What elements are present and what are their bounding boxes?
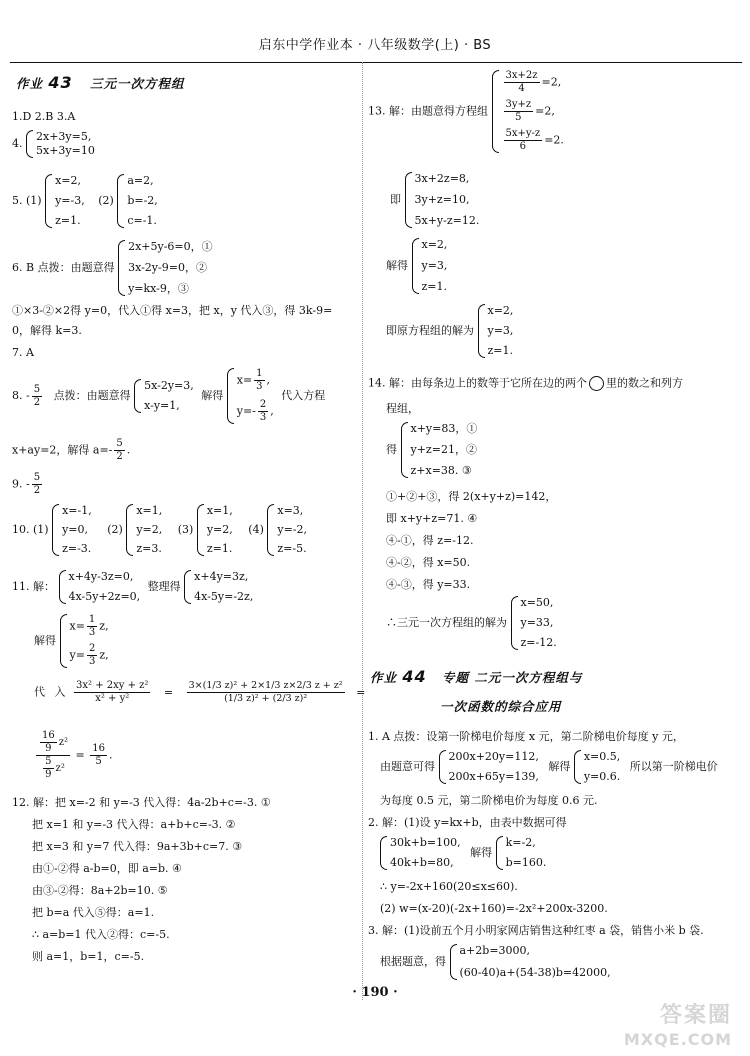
- fraction: $\frac{\text{3x² + 2xy + z²}}{\text{x² + y²}}$: [76, 680, 149, 704]
- fraction: $\frac{5}{2}$: [33, 383, 41, 408]
- answer-11-solution: 解得 x= $\frac{1}{3}$ z, y= $\frac{2}{3}$ z,: [34, 614, 109, 667]
- answer-14-l2: 程组，: [386, 402, 419, 415]
- right-column: [368, 62, 740, 1000]
- answer-14-system: 得 x+y=83，① y+z=21，② z+x=38. ③: [386, 422, 478, 477]
- solution-system: x=2, y=3, z=1.: [478, 304, 514, 358]
- section-43-title: 作业 43 三元一次方程组: [16, 73, 185, 92]
- answer-12-l2: 把 x=1 和 y=-3 代入得：a+b+c=-3. ②: [32, 818, 236, 831]
- answer-13: 13. 解：由题意得方程组 $\frac{3x+2z}{4}$ =2, $\frac{3y+z}{5}$ =2, $\frac{5x+y-z}{6}$ =2.: [368, 70, 564, 152]
- equation-system: 30k+b=100, 40k+b=80,: [380, 836, 461, 870]
- answer-44-2-system: 30k+b=100, 40k+b=80, 解得 k=-2, b=160.: [380, 836, 546, 870]
- answer-14-l5: ④-①，得 z=-12.: [386, 534, 474, 547]
- answer-12-l5: 由③-②得：8a+2b=10. ⑤: [32, 884, 168, 897]
- watermark: [603, 998, 738, 1054]
- answer-44-1-l3: 为每度 0.5 元，第二阶梯电价为每度 0.6 元.: [380, 794, 598, 807]
- fraction: $\frac{16}{9}$ z² $\frac{5}{9}$ z²: [36, 730, 70, 781]
- equation-system: a+2b=3000, (60-40)a+(54-38)b=42000,: [450, 944, 611, 980]
- fraction: $\frac{2}{3}$: [88, 643, 96, 667]
- answer-44-3-system: 根据题意，得 a+2b=3000, (60-40)a+(54-38)b=42000,: [380, 944, 611, 979]
- fraction: $\frac{5}{2}$: [33, 472, 41, 496]
- column-divider: [362, 62, 363, 1000]
- answer-14-l3: ①+②+③，得 2(x+y+z)=142，: [386, 490, 557, 503]
- answer-11-substitution: 代 入 $\frac{\text{3x² + 2xy + z²}}{\text{x² + y²}}$ = $\frac{\text{3×(1/3 z)² + 2×1/3 z×2/3 z + z²}}{\text{(1/3 z)² + (2/3 z)²}}$ =: [34, 680, 366, 704]
- equation-system: 2x+3y=5, 5x+3y=10: [26, 130, 95, 158]
- answer-12-l3: 把 x=3 和 y=7 代入得：9a+3b+c=7. ③: [32, 840, 243, 853]
- answer-13-simplified: 即 3x+2z=8, 3y+z=10, 5x+y-z=12.: [390, 172, 480, 227]
- solution-system: x=2, y=-3, z=1.: [45, 174, 85, 228]
- answer-12-l6: 把 b=a 代入⑤得：a=1.: [32, 906, 155, 919]
- solution-system: x=1, y=2, z=1.: [197, 504, 233, 556]
- equation-system: 3x+2z=8, 3y+z=10, 5x+y-z=12.: [405, 172, 480, 228]
- answer-10: 10. (1) x=-1, y=0, z=-3. (2) x=1, y=2, z=3. (3) x=1, y=2, z=1. (4) x=3, y=-2, z=-5.: [12, 504, 308, 555]
- answer-12-l8: 则 a=1，b=1，c=-5.: [32, 950, 145, 963]
- fraction: $\frac{2}{3}$: [259, 399, 267, 423]
- solution-system: x=0.5, y=0.6.: [574, 750, 620, 784]
- answer-11: 11. 解： x+4y-3z=0, 4x-5y+2z=0, 整理得 x+4y=3z, 4x-5y=-2z,: [12, 570, 254, 603]
- page-number: · 190 ·: [352, 985, 398, 1000]
- answer-9: 9. - $\frac{5}{2}$: [12, 472, 41, 496]
- equation-system: 5x-2y=3, x-y=1,: [134, 379, 194, 413]
- answer-14-l7: ④-③，得 y=33.: [386, 578, 471, 591]
- fraction: $\frac{1}{3}$: [88, 614, 96, 638]
- solution-system: x=2, y=3, z=1.: [412, 238, 448, 294]
- answer-13-solved: 解得 x=2, y=3, z=1.: [386, 238, 448, 293]
- answer-44-1-l1: 1. A 点拨：设第一阶梯电价每度 x 元，第二阶梯电价每度 y 元，: [368, 730, 684, 743]
- answer-14-l6: ④-②，得 x=50.: [386, 556, 471, 569]
- equation-system: x+4y-3z=0, 4x-5y+2z=0,: [59, 570, 141, 604]
- answer-8-line2: x+ay=2，解得 a=- $\frac{5}{2}$ .: [12, 438, 131, 462]
- answer-12-l4: 由①-②得 a-b=0，即 a=b. ④: [32, 862, 182, 875]
- solution-system: x=-1, y=0, z=-3.: [52, 504, 92, 556]
- fraction: $\frac{\text{3×(1/3 z)² + 2×1/3 z×2/3 z + z²}}{\text{(1/3 z)² + (2/3 z)²}}$: [188, 680, 343, 704]
- answers-1-3: 1.D 2.B 3.A: [12, 110, 76, 123]
- fraction: $\frac{16}{5}$: [92, 743, 105, 767]
- answer-44-2-l1: 2. 解：(1)设 y=kx+b，由表中数据可得: [368, 816, 567, 829]
- equation-system: 2x+5y-6=0，① 3x-2y-9=0，② y=kx-9，③: [118, 240, 213, 296]
- equation-system: x+y=83，① y+z=21，② z+x=38. ③: [401, 422, 478, 478]
- equation-system: x+4y=3z, 4x-5y=-2z,: [184, 570, 253, 604]
- answer-44-2-l4: (2) w=(x-20)(-2x+160)=-2x²+200x-3200.: [380, 902, 608, 915]
- answer-7: 7. A: [12, 346, 34, 359]
- circle-icon: [589, 376, 604, 391]
- answer-4: 4. 2x+3y=5, 5x+3y=10: [12, 130, 95, 157]
- solution-system: x=3, y=-2, z=-5.: [267, 504, 307, 556]
- solution-system: x= $\frac{1}{3}$ , y=- $\frac{2}{3}$ ,: [227, 368, 274, 424]
- solution-system: x=1, y=2, z=3.: [126, 504, 162, 556]
- answer-11-result: $\frac{16}{9}$ z² $\frac{5}{9}$ z² = $\frac{16}{5}$ .: [34, 730, 112, 781]
- fraction: $\frac{5}{2}$: [116, 438, 123, 462]
- equation-system: $\frac{3x+2z}{4}$ =2, $\frac{3y+z}{5}$ =2, $\frac{5x+y-z}{6}$ =2.: [492, 70, 564, 153]
- answer-44-1-system: 由题意可得 200x+20y=112, 200x+65y=139, 解得 x=0.5, y=0.6. 所以第一阶梯电价: [380, 750, 718, 783]
- solution-system: x= $\frac{1}{3}$ z, y= $\frac{2}{3}$ z,: [60, 614, 109, 668]
- answer-14-l4: 即 x+y+z=71. ④: [386, 512, 478, 525]
- header-title: 启东中学作业本 · 八年级数学(上) · BS: [258, 38, 492, 53]
- answer-13-final: 即原方程组的解为 x=2, y=3, z=1.: [386, 304, 514, 357]
- section-44-subtitle: 一次函数的综合应用: [440, 699, 562, 714]
- solution-system: x=50, y=33, z=-12.: [511, 596, 557, 650]
- answer-8: 8. - $\frac{5}{2}$ 点拨：由题意得 5x-2y=3, x-y=1, 解得 x= $\frac{1}{3}$ , y=- $\frac{2}{3}$ , 代入方程: [12, 368, 326, 423]
- answer-12-l1: 12. 解：把 x=-2 和 y=-3 代入得：4a-2b+c=-3. ①: [12, 796, 271, 809]
- page-header: [0, 10, 750, 62]
- fraction: $\frac{1}{3}$: [256, 368, 263, 392]
- solution-system: a=2, b=-2, c=-1.: [117, 174, 157, 228]
- answer-44-2-l3: ∴ y=-2x+160(20≤x≤60).: [380, 880, 518, 893]
- answer-6-line3: 0，解得 k=3.: [12, 324, 82, 337]
- answer-14-l1: 14. 解：由每条边上的数等于它所在边的两个 里的数之和列方: [368, 376, 683, 390]
- answer-14-final: ∴三元一次方程组的解为 x=50, y=33, z=-12.: [386, 596, 557, 649]
- watermark-url: MXQE.COM: [623, 1030, 732, 1049]
- answer-6-line2: ①×3-②×2得 y=0，代入①得 x=3，把 x，y 代入③，得 3k-9=: [12, 304, 333, 317]
- answer-6: 6. B 点拨：由题意得 2x+5y-6=0，① 3x-2y-9=0，② y=kx-9，③: [12, 240, 213, 295]
- equation-system: 200x+20y=112, 200x+65y=139,: [439, 750, 539, 784]
- answer-5: 5. (1) x=2, y=-3, z=1. (2) a=2, b=-2, c=-1.: [12, 174, 158, 227]
- left-column: [12, 62, 366, 1000]
- answer-12-l7: ∴ a=b=1 代入②得：c=-5.: [32, 928, 170, 941]
- solution-system: k=-2, b=160.: [496, 836, 547, 870]
- answer-44-3-l1: 3. 解：(1)设前五个月小明家网店销售这种红枣 a 袋，销售小米 b 袋.: [368, 924, 704, 937]
- section-44-title: 作业 44 专题 二元一次方程组与: [370, 667, 583, 686]
- watermark-logo: 答案圈: [659, 1003, 732, 1028]
